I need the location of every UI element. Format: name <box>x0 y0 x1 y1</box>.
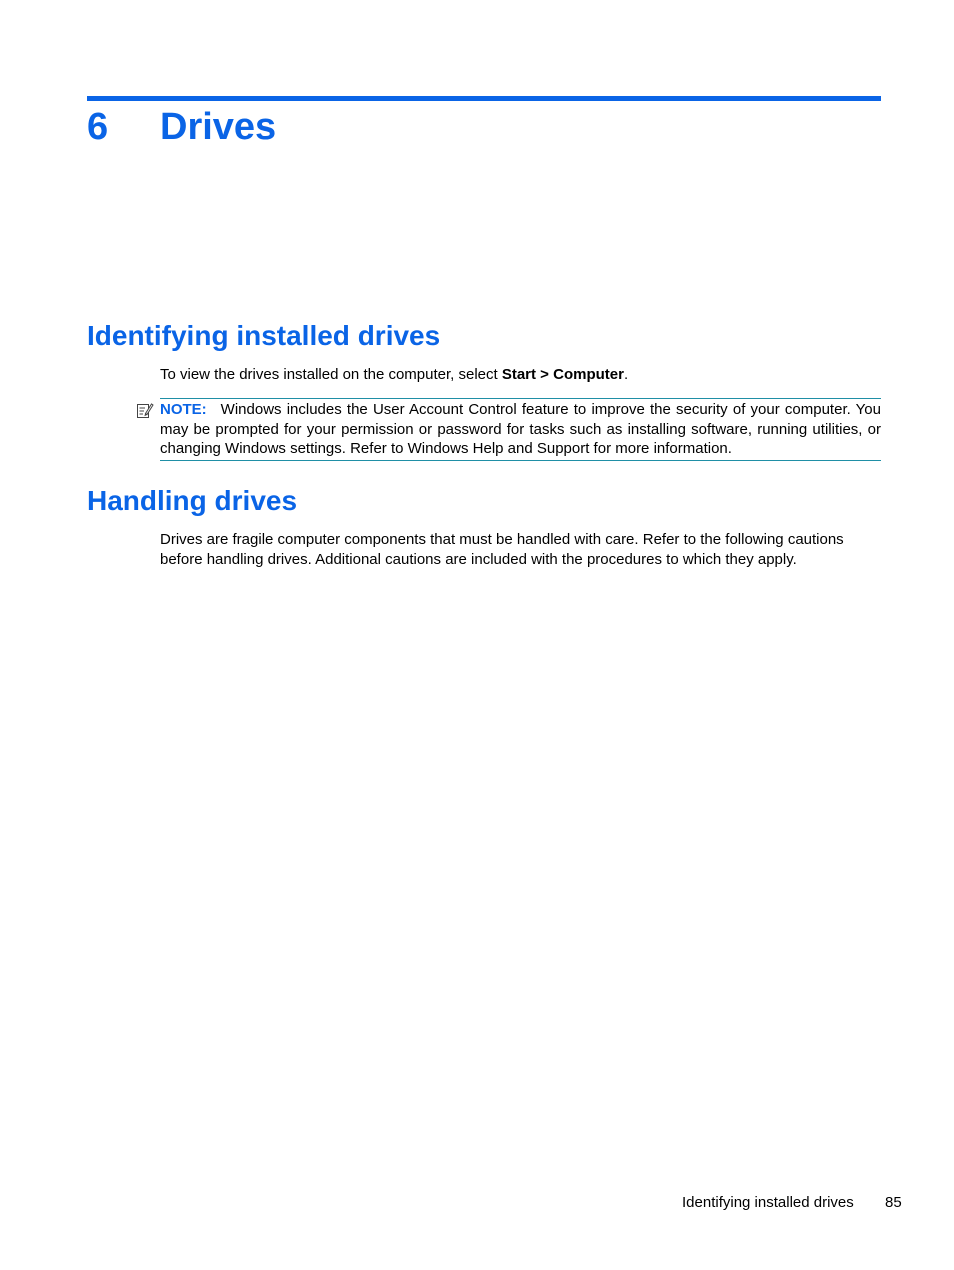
note-box <box>160 398 881 461</box>
note-body: Windows includes the User Account Control feature to improve the security of your computer. You may be prompted for your permission or password for tasks such as installing software, running utilities, or changing Windows settings. Refer to Windows Help and Support for more information. <box>160 401 881 457</box>
note-label: NOTE: <box>160 401 207 418</box>
paragraph-text-end: . <box>623 366 629 383</box>
identifying-drives-paragraph <box>160 365 882 385</box>
paragraph-text: To view the drives installed on the computer, select <box>160 366 502 383</box>
footer-page-number: 85 <box>885 1194 902 1211</box>
handling-drives-paragraph: Drives are fragile computer components that must be handled with care. Refer to the following cautions before handling drives. Additional cautions are included with the procedures to which they apply. <box>160 531 844 568</box>
chapter-title: Drives <box>160 106 277 148</box>
note-pencil-icon <box>136 401 154 419</box>
footer-section-title: Identifying installed drives <box>682 1194 854 1211</box>
section-heading-identifying-installed-drives: Identifying installed drives <box>87 320 441 351</box>
note-text <box>160 400 881 459</box>
section-heading-handling-drives: Handling drives <box>87 485 298 516</box>
chapter-number: 6 <box>87 106 109 148</box>
start-computer-path: Start > Computer <box>501 366 624 383</box>
